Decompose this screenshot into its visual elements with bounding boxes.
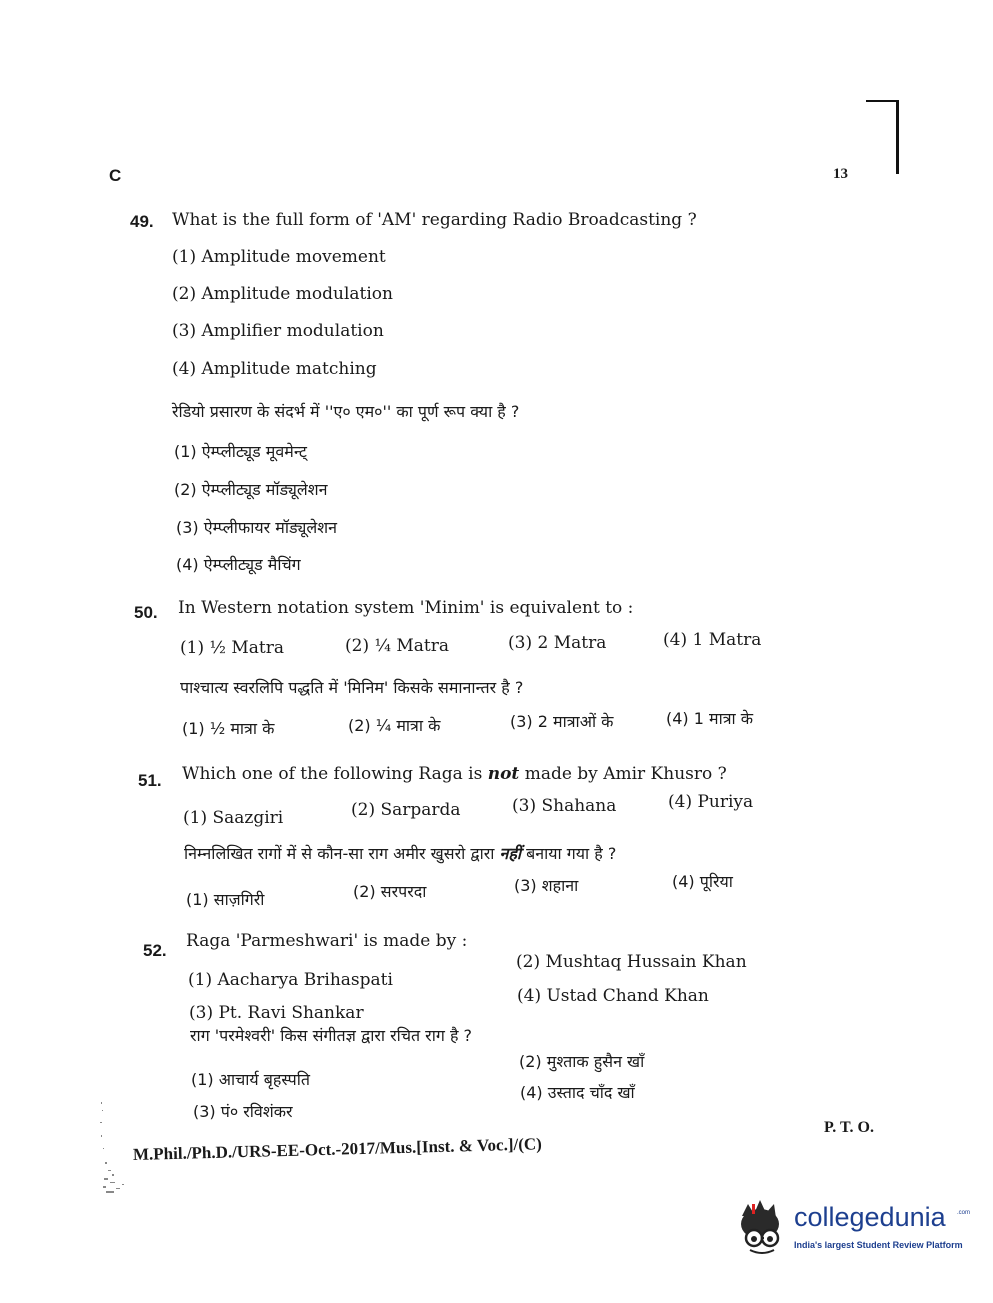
question-text-hi: निम्नलिखित रागों में से कौन-सा राग अमीर खुसरो द्वारा नहीं बनाया गया है ? — [184, 844, 617, 863]
question-text-en: Which one of the following Raga is not made by Amir Khusro ? — [182, 764, 727, 784]
option-hi: (1) ½ मात्रा के — [182, 719, 275, 738]
option-hi: (3) ऐम्प्लीफायर मॉड्यूलेशन — [176, 518, 338, 537]
student-mascot-logo — [734, 1196, 790, 1258]
option-hi: (1) आचार्य बृहस्पति — [191, 1070, 310, 1089]
corner-mark-horizontal — [866, 100, 898, 102]
option-hi: (3) शहाना — [514, 876, 579, 895]
option-hi: (4) ऐम्प्लीट्यूड मैचिंग — [176, 555, 301, 574]
option-hi: (3) 2 मात्राओं के — [510, 712, 614, 731]
option-hi: (4) पूरिया — [672, 872, 733, 891]
series-letter: C — [109, 166, 122, 185]
question-number: 52. — [143, 941, 167, 960]
pto-marker: P. T. O. — [824, 1119, 874, 1136]
option-en: (4) Ustad Chand Khan — [517, 986, 709, 1006]
option-hi: (4) उस्ताद चाँद खाँ — [520, 1083, 635, 1102]
question-number: 50. — [134, 603, 158, 622]
corner-mark-vertical — [896, 100, 899, 174]
option-en: (3) 2 Matra — [508, 633, 607, 653]
paper-code: M.Phil./Ph.D./URS-EE-Oct.-2017/Mus.[Inst. & Voc.]/(C) — [132, 1134, 543, 1164]
collegedunia-watermark — [734, 1196, 971, 1266]
option-en: (2) ¼ Matra — [345, 636, 450, 656]
brand-domain: .com — [957, 1210, 971, 1216]
option-en: (2) Amplitude modulation — [172, 284, 393, 304]
question-text-hi: पाश्चात्य स्वरलिपि पद्धति में 'मिनिम' किसके समानान्तर है ? — [180, 678, 524, 697]
option-hi: (1) ऐम्प्लीट्यूड मूवमेन्ट् — [174, 442, 307, 461]
question-text-hi: राग 'परमेश्वरी' किस संगीतज्ञ द्वारा रचित राग है ? — [190, 1026, 473, 1045]
question-text-hi: रेडियो प्रसारण के संदर्भ में ''ए० एम०'' का पूर्ण रूप क्या है ? — [172, 402, 520, 421]
option-en: (3) Shahana — [512, 796, 617, 816]
option-hi: (2) सरपरदा — [353, 882, 427, 901]
question-number: 49. — [130, 212, 154, 231]
brand-tagline: India's largest Student Review Platform — [794, 1240, 963, 1250]
brand-name: collegedunia — [794, 1202, 946, 1232]
option-en: (1) Saazgiri — [183, 808, 284, 828]
scan-noise — [100, 1100, 160, 1200]
question-text-en: Raga 'Parmeshwari' is made by : — [186, 931, 468, 951]
option-en: (4) Puriya — [668, 792, 754, 812]
option-hi: (2) ¼ मात्रा के — [348, 716, 441, 735]
option-en: (4) Amplitude matching — [172, 359, 377, 379]
option-en: (2) Sarparda — [351, 800, 461, 820]
option-en: (2) Mushtaq Hussain Khan — [516, 952, 747, 972]
option-hi: (4) 1 मात्रा के — [666, 709, 754, 728]
option-en: (4) 1 Matra — [663, 630, 762, 650]
question-number: 51. — [138, 771, 162, 790]
option-hi: (2) मुश्ताक हुसैन खाँ — [519, 1052, 645, 1071]
page-number: 13 — [833, 166, 848, 182]
question-text-en: What is the full form of 'AM' regarding Radio Broadcasting ? — [172, 210, 697, 230]
option-hi: (1) साज़गिरी — [186, 890, 265, 909]
option-en: (1) ½ Matra — [180, 638, 285, 658]
option-hi: (2) ऐम्प्लीट्यूड मॉड्यूलेशन — [174, 480, 328, 499]
option-en: (3) Pt. Ravi Shankar — [189, 1003, 364, 1023]
option-en: (3) Amplifier modulation — [172, 321, 384, 341]
option-en: (1) Amplitude movement — [172, 247, 386, 267]
question-text-en: In Western notation system 'Minim' is equivalent to : — [178, 598, 634, 618]
option-en: (1) Aacharya Brihaspati — [188, 970, 393, 990]
option-hi: (3) पं० रविशंकर — [193, 1102, 293, 1121]
